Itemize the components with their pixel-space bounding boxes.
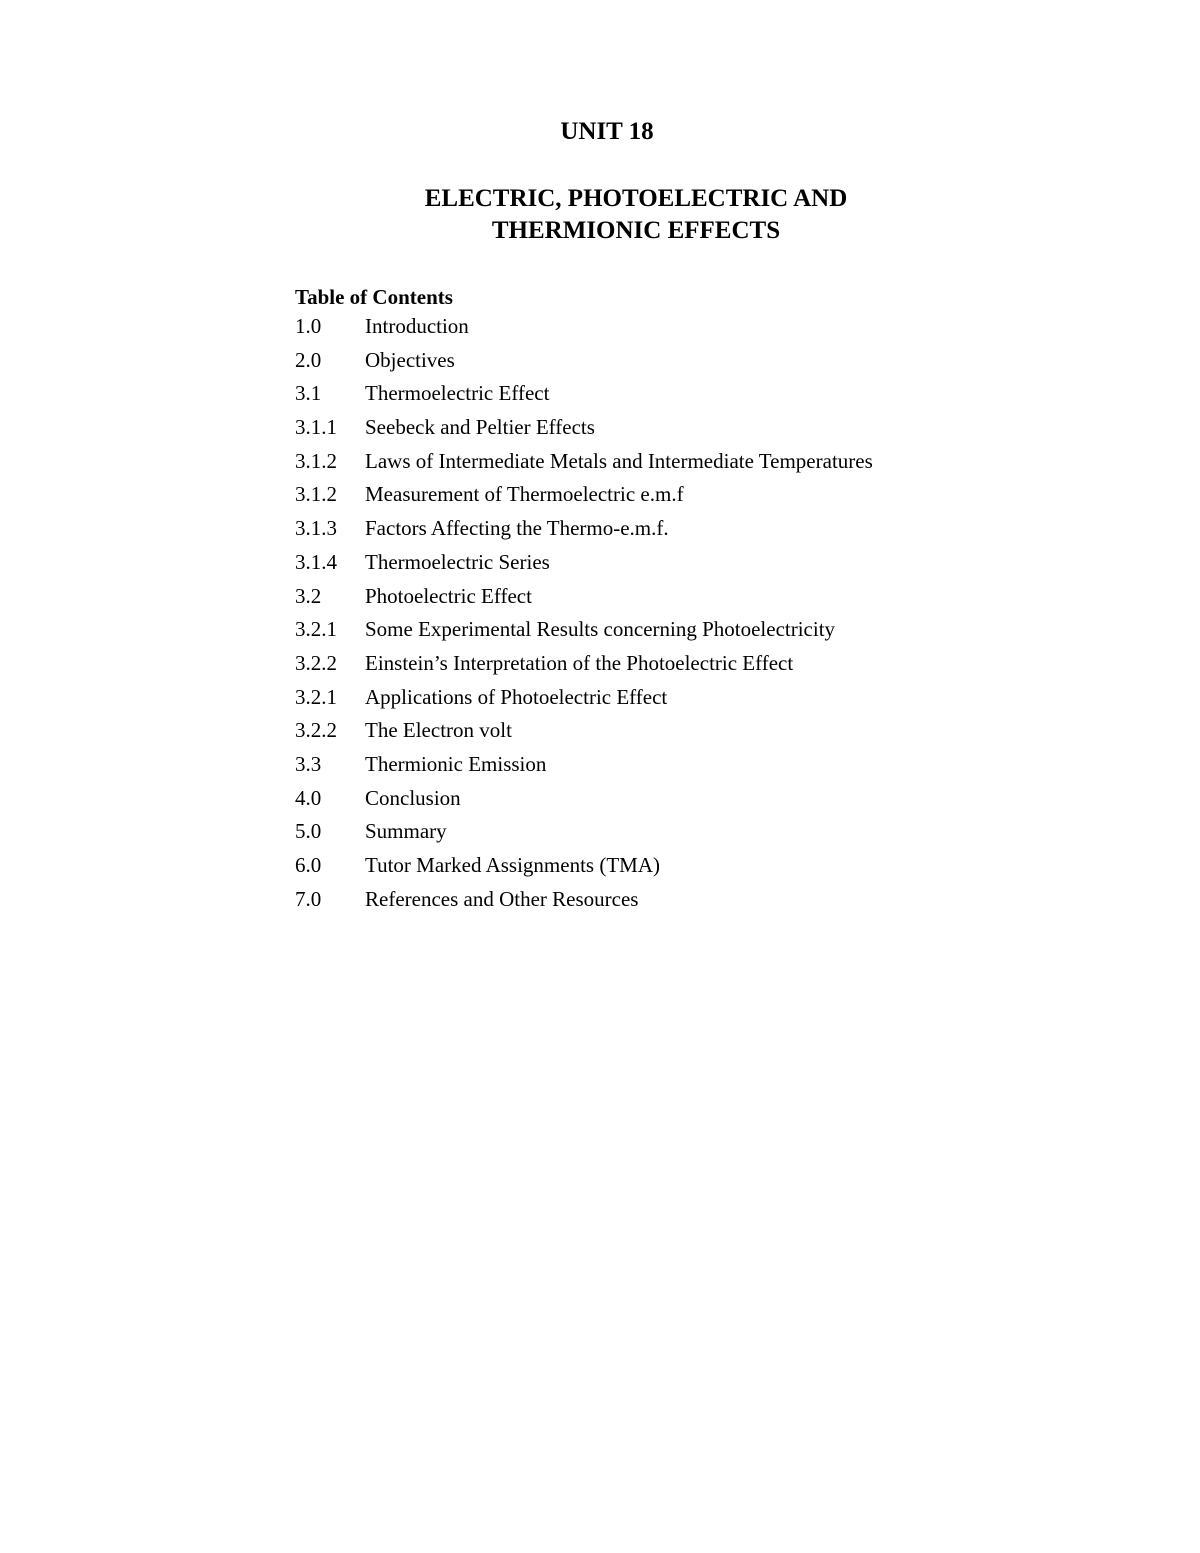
toc-entry [295,513,1095,547]
main-title-line-1: ELECTRIC, PHOTOELECTRIC AND [424,185,848,212]
toc-entry-number: 1.0 [295,314,322,338]
toc-entry-title: Photoelectric Effect [365,583,532,608]
toc-entry-title: Thermoelectric Effect [365,381,550,406]
toc-entry-number: 3.1.4 [295,549,337,574]
toc-entry-number: 3.2.1 [295,684,337,709]
toc-entry-title: Measurement of Thermoelectric e.m.f [365,482,684,507]
toc-entry [295,715,1095,749]
toc-entry-title: Introduction [365,314,469,338]
toc-entry [295,412,1095,446]
toc-entry [295,884,1095,918]
toc-entry-number: 3.2.1 [295,617,337,642]
toc-entry [295,345,1095,379]
toc-entry-title: Summary [365,819,447,844]
toc-entry-number: 3.1 [295,381,322,406]
toc-entry [295,446,1095,480]
toc-entry [295,816,1095,850]
table-of-contents [295,283,1095,917]
main-title-line-2: THERMIONIC EFFECTS [491,217,781,244]
toc-entry [295,378,1095,412]
toc-entry-title: Some Experimental Results concerning Photoelectricity [365,617,836,642]
toc-entry [295,749,1095,783]
toc-entry-number: 3.2.2 [295,650,337,675]
toc-entry-number: 4.0 [295,785,322,810]
toc-entry-number: 3.3 [295,751,322,776]
toc-entry-number: 3.1.3 [295,516,337,541]
toc-entry-title: Applications of Photoelectric Effect [365,684,668,709]
toc-entry [295,581,1095,615]
toc-entry-title: Laws of Intermediate Metals and Intermediate Temperatures [365,448,873,473]
toc-heading: Table of Contents [295,285,453,309]
toc-entry-title: Einstein’s Interpretation of the Photoelectric Effect [365,650,794,675]
toc-entry [295,479,1095,513]
toc-entry-title: Objectives [365,347,455,372]
toc-entry-number: 3.2.2 [295,718,337,743]
toc-entry-number: 3.2 [295,583,322,608]
toc-entry-title: Thermoelectric Series [365,549,550,574]
toc-entry-title: Seebeck and Peltier Effects [365,415,595,440]
toc-entry [295,682,1095,716]
toc-entry [295,648,1095,682]
toc-entry-number: 6.0 [295,853,322,877]
toc-entry [295,783,1095,817]
toc-entry [295,311,1095,345]
toc-entry-number: 5.0 [295,819,322,844]
toc-entry [295,850,1095,884]
toc-entry [295,547,1095,581]
toc-entry-title: The Electron volt [365,718,512,743]
toc-entry-title: References and Other Resources [365,886,639,911]
unit-title: UNIT 18 [560,118,654,145]
toc-entry-number: 3.1.1 [295,415,337,440]
toc-entry-number: 3.1.2 [295,482,337,507]
toc-entry-number: 3.1.2 [295,448,337,473]
toc-entry-title: Thermionic Emission [365,751,547,776]
toc-entry-title: Conclusion [365,785,461,810]
toc-entry-title: Tutor Marked Assignments (TMA) [365,853,660,877]
main-title [0,183,1200,247]
toc-entry-title: Factors Affecting the Thermo-e.m.f. [365,516,669,541]
toc-entry-number: 2.0 [295,347,322,372]
toc-entry [295,614,1095,648]
toc-entry-number: 7.0 [295,886,322,911]
